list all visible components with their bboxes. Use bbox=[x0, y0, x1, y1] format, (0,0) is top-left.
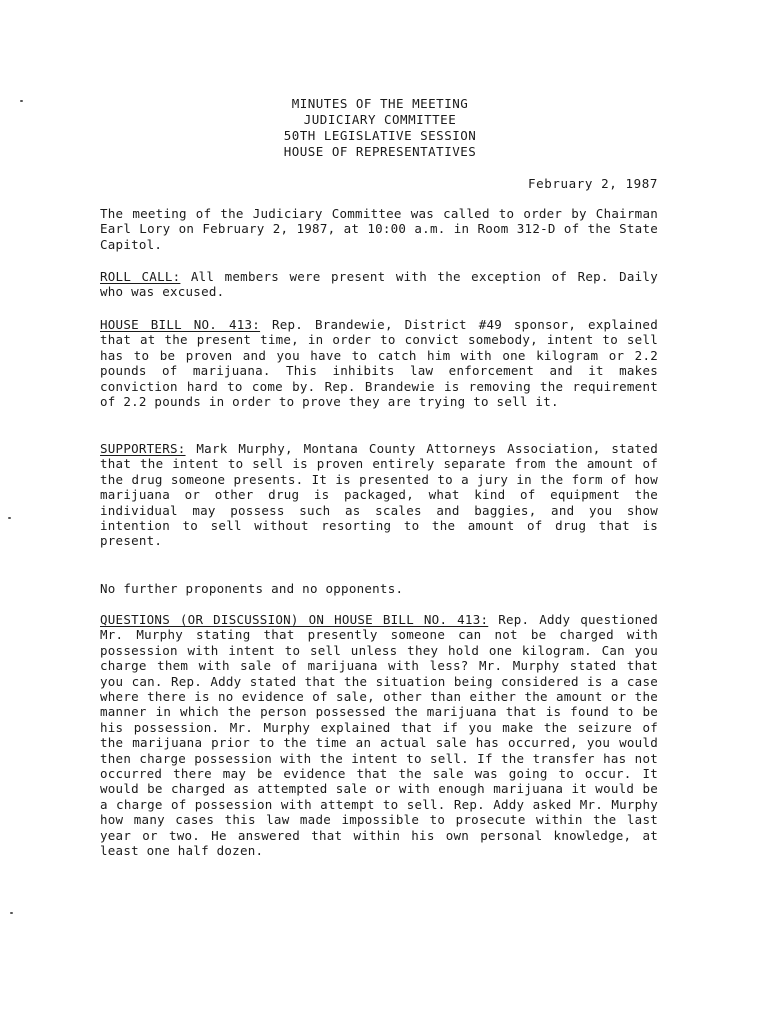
header-line: JUDICIARY COMMITTEE bbox=[303, 112, 457, 127]
meeting-date: February 2, 1987 bbox=[527, 176, 658, 191]
roll-call-label: ROLL CALL: bbox=[100, 269, 181, 284]
document-header bbox=[200, 96, 560, 160]
opening-paragraph: The meeting of the Judiciary Committee was called to order by Chairman Earl Lory on February 2, 1987, at 10:00 a.m. in Room 312-D of the State Capitol. bbox=[100, 206, 658, 252]
house-bill-text: Rep. Brandewie, District #49 sponsor, explained that at the present time, in order to convict somebody, intent to sell has to be proven and you have to catch him with one kilogram or 2.2 pounds of marijuana. This inhibits law enforcement and it makes conviction hard to come by. Rep. Brandewie is removing the requirement of 2.2 pounds in order to prove they are trying to sell it. bbox=[100, 317, 658, 410]
roll-call-text: All members were present with the exception of Rep. Daily who was excused. bbox=[100, 269, 658, 300]
no-further-paragraph: No further proponents and no opponents. bbox=[100, 581, 404, 596]
scan-speck bbox=[8, 517, 11, 519]
questions-text: Rep. Addy questioned Mr. Murphy stating that presently someone can not be charged with possession with intent to sell unless they hold one kilogram. Can you charge them with sale of marijuana with less? Mr. Murphy stated that you can. Rep. Addy stated that the situation being considered is a case where there is no evidence of sale, other than either the amount or the manner in which the person possessed the marijuana that is found to be his possession. Mr. Murphy explained that if you make the seizure of the marijuana prior to the time an actual sale has occurred, you would then charge possession with the intent to sell. If the transfer has not occurred there may be evidence that the sale was going to occur. It would be charged as attempted sale or with enough marijuana it would be a charge of possession with attempt to sell. Rep. Addy asked Mr. Murphy how many cases this law made impossible to prosecute within the last year or two. He answered that within his own personal knowledge, at least one half dozen. bbox=[100, 612, 658, 859]
header-line: 50TH LEGISLATIVE SESSION bbox=[283, 128, 477, 143]
supporters-label: SUPPORTERS: bbox=[100, 441, 186, 456]
header-line: HOUSE OF REPRESENTATIVES bbox=[283, 144, 477, 159]
header-line: MINUTES OF THE MEETING bbox=[291, 96, 469, 111]
house-bill-paragraph bbox=[100, 317, 658, 409]
scan-speck bbox=[10, 912, 13, 914]
scan-speck bbox=[20, 100, 23, 102]
questions-paragraph bbox=[100, 612, 658, 859]
roll-call-paragraph bbox=[100, 269, 658, 300]
supporters-text: Mark Murphy, Montana County Attorneys Association, stated that the intent to sell is proven entirely separate from the amount of the drug someone presents. It is presented to a jury in the form of how marijuana or other drug is packaged, what kind of equipment the individual may possess such as scales and baggies, and you show intention to sell without resorting to the amount of drug that is present. bbox=[100, 441, 658, 549]
questions-label: QUESTIONS (OR DISCUSSION) ON HOUSE BILL NO. 413: bbox=[100, 612, 489, 627]
supporters-paragraph bbox=[100, 441, 658, 549]
house-bill-label: HOUSE BILL NO. 413: bbox=[100, 317, 261, 332]
